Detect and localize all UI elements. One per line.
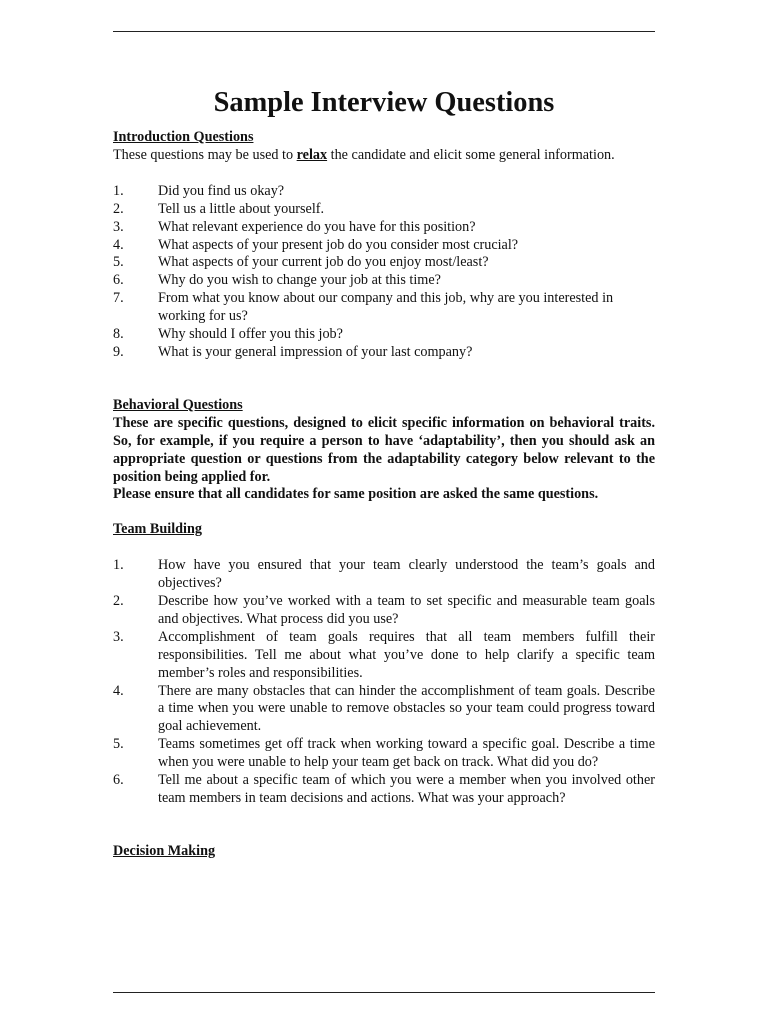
team-building-question-list — [113, 557, 655, 808]
intro-heading: Introduction Questions — [113, 129, 254, 145]
list-item — [113, 593, 655, 629]
list-item-text: Why do you wish to change your job at this time? — [158, 272, 441, 289]
team-building-heading: Team Building — [113, 521, 202, 538]
list-item-number: 2. — [113, 200, 124, 217]
list-item — [113, 772, 655, 808]
document-title: Sample Interview Questions — [213, 87, 555, 118]
list-item-text: What aspects of your current job do you enjoy most/least? — [158, 254, 489, 271]
list-item-number: 4. — [113, 236, 124, 253]
list-item-number: 3. — [113, 218, 124, 235]
intro-question-list — [113, 183, 655, 362]
list-item-text: Did you find us okay? — [158, 182, 285, 199]
intro-section — [113, 129, 655, 362]
footer-rule — [113, 992, 655, 993]
list-item-text: What aspects of your present job do you consider most crucial? — [158, 236, 519, 253]
list-item-text: Why should I offer you this job? — [158, 326, 343, 343]
list-item — [113, 290, 655, 326]
intro-desc-emphasis: relax — [296, 146, 328, 163]
list-item — [113, 237, 655, 255]
list-item-text: From what you know about our company and this job, why are you interested in working for us? — [158, 290, 614, 325]
list-item — [113, 254, 655, 272]
behavioral-heading: Behavioral Questions — [113, 396, 243, 413]
behavioral-section — [113, 397, 655, 504]
list-item — [113, 683, 655, 737]
list-item — [113, 629, 655, 683]
list-item — [113, 183, 655, 201]
list-item-number: 2. — [113, 593, 124, 610]
list-item — [113, 201, 655, 219]
list-item-number: 5. — [113, 736, 124, 753]
list-item-text: What relevant experience do you have for this position? — [158, 218, 476, 235]
decision-making-section — [113, 843, 655, 861]
list-item — [113, 344, 655, 362]
list-item-text: Tell me about a specific team of which you were a member when you involved other team members in team decisions and actions. What was your approach? — [158, 772, 655, 806]
list-item-text: Accomplishment of team goals requires that all team members fulfill their responsibilities. Tell me about what you’ve done to help clarify a specific team member’s roles and responsibilities. — [158, 628, 655, 681]
list-item-number: 7. — [113, 290, 124, 307]
list-item-text: Teams sometimes get off track when working toward a specific goal. Describe a time when you were unable to help your team get back on track. What did you do? — [158, 736, 655, 771]
list-item-text: Describe how you’ve worked with a team to set specific and measurable team goals and objectives. What process did you use? — [158, 593, 655, 627]
list-item-number: 6. — [113, 772, 124, 789]
document-body — [113, 87, 655, 861]
list-item-number: 9. — [113, 343, 124, 360]
team-building-section — [113, 521, 655, 808]
list-item-number: 6. — [113, 272, 124, 289]
list-item — [113, 736, 655, 772]
list-item-number: 8. — [113, 326, 124, 343]
list-item — [113, 272, 655, 290]
list-item-number: 4. — [113, 682, 124, 699]
list-item-text: There are many obstacles that can hinder the accomplishment of team goals. Describe a time when you were unable to remove obstacles so your team could progress toward goal achievement. — [158, 682, 655, 735]
decision-making-heading: Decision Making — [113, 842, 216, 859]
list-item-text: What is your general impression of your last company? — [158, 343, 473, 360]
list-item-text: How have you ensured that your team clearly understood the team’s goals and objectives? — [158, 557, 655, 592]
list-item-number: 5. — [113, 254, 124, 271]
list-item-number: 1. — [113, 182, 124, 199]
intro-desc-after: the candidate and elicit some general information. — [327, 146, 615, 163]
list-item — [113, 326, 655, 344]
behavioral-note: Please ensure that all candidates for same position are asked the same questions. — [113, 486, 599, 503]
list-item-number: 3. — [113, 628, 124, 645]
intro-description — [113, 147, 655, 165]
behavioral-description: These are specific questions, designed to elicit specific information on behavioral traits. So, for example, if you require a person to have ‘adaptability’, then you should ask an appropriate question or questions from the adaptability category below relevant to the position being applied for. — [113, 414, 655, 485]
list-item — [113, 219, 655, 237]
header-rule — [113, 31, 655, 32]
list-item — [113, 557, 655, 593]
intro-desc-before: These questions may be used to — [113, 146, 297, 163]
list-item-number: 1. — [113, 557, 124, 574]
list-item-text: Tell us a little about yourself. — [158, 200, 325, 217]
